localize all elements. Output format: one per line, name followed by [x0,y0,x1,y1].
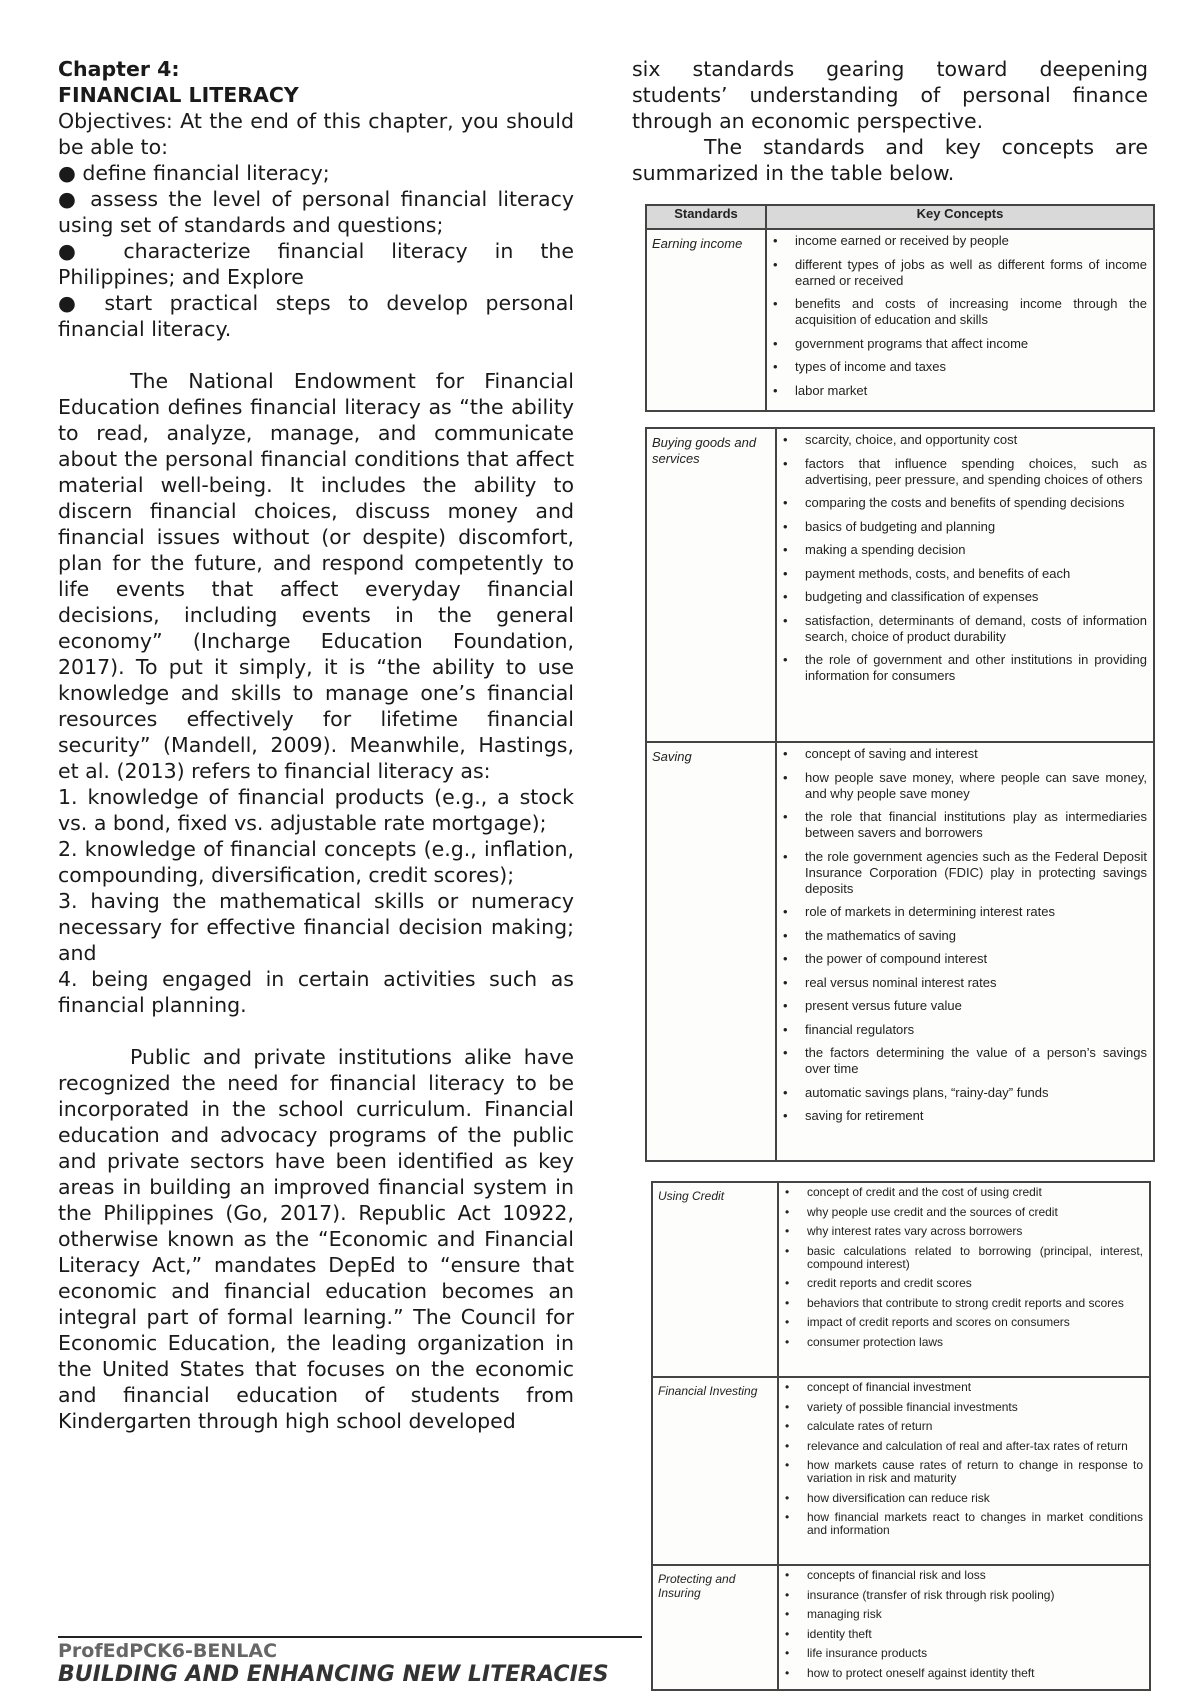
standard-using-credit: Using Credit [652,1182,778,1377]
key-concept-item: • government programs that affect income [795,336,1147,352]
key-concept-item: • why people use credit and the sources of credit [807,1206,1143,1219]
key-concept-item: • payment methods, costs, and benefits of each [805,566,1147,582]
key-concept-item: • consumer protection laws [807,1336,1143,1349]
key-concept-item: • the factors determining the value of a person’s savings over time [805,1045,1147,1077]
header-key-concepts: Key Concepts [766,205,1154,229]
left-column [58,56,574,1434]
standard-buying-goods: Buying goods and services [646,428,776,742]
right-column-text [632,56,1148,186]
objective-item: ● characterize financial literacy in the Philippines; and Explore [58,238,574,290]
key-concept-item: • calculate rates of return [807,1420,1143,1433]
key-concept-item: • how people save money, where people can save money, and why people save money [805,770,1147,802]
key-concept-item: • factors that influence spending choices, such as advertising, peer pressure, and spending choices of others [805,456,1147,488]
key-concept-item: • real versus nominal interest rates [805,975,1147,991]
objectives-intro: Objectives: At the end of this chapter, you should be able to: [58,109,574,159]
page-footer [58,1636,642,1687]
key-concept-item: • basics of budgeting and planning [805,519,1147,535]
key-concept-item: • scarcity, choice, and opportunity cost [805,432,1147,448]
key-concept-item: • concept of saving and interest [805,746,1147,762]
key-concept-item: • types of income and taxes [795,359,1147,375]
chapter-title: FINANCIAL LITERACY [58,83,299,107]
key-concept-item: • different types of jobs as well as different forms of income earned or received [795,257,1147,289]
key-concept-item: • the role that financial institutions play as intermediaries between savers and borrowers [805,809,1147,841]
key-concept-item: • income earned or received by people [795,233,1147,249]
key-concept-item: • saving for retirement [805,1108,1147,1124]
objective-item: ● start practical steps to develop personal financial literacy. [58,290,574,342]
list-item: 4. being engaged in certain activities such as financial planning. [58,967,574,1017]
standards-table-buying-saving [645,427,1155,1162]
key-concept-item: • benefits and costs of increasing income through the acquisition of education and skills [795,296,1147,328]
standard-protecting-insuring: Protecting and Insuring [652,1565,778,1690]
standards-table-credit-investing-insuring [651,1181,1151,1691]
key-concept-item: • concept of credit and the cost of using credit [807,1186,1143,1199]
key-concept-item: • behaviors that contribute to strong credit reports and scores [807,1297,1143,1310]
table-intro: The standards and key concepts are summarized in the table below. [632,135,1148,185]
chapter-label: Chapter 4: [58,57,180,81]
key-concept-item: • how financial markets react to changes in market conditions and information [807,1511,1143,1537]
standards-paragraph: six standards gearing toward deepening students’ understanding of personal finance through an economic perspective. [632,57,1148,133]
course-title: BUILDING AND ENHANCING NEW LITERACIES [58,1662,609,1687]
key-concept-item: • automatic savings plans, “rainy-day” funds [805,1085,1147,1101]
key-concept-item: • comparing the costs and benefits of spending decisions [805,495,1147,511]
key-concept-item: • variety of possible financial investments [807,1401,1143,1414]
concepts-cell [776,742,1154,1161]
standard-saving: Saving [646,742,776,1161]
key-concept-item: • labor market [795,383,1147,399]
concepts-cell [776,428,1154,742]
concepts-cell [778,1182,1150,1377]
key-concept-item: • satisfaction, determinants of demand, costs of information search, choice of product durability [805,613,1147,645]
key-concept-item: • how diversification can reduce risk [807,1492,1143,1505]
concepts-cell [766,229,1154,411]
institutions-paragraph: Public and private institutions alike have recognized the need for financial literacy to be incorporated in the school curriculum. Financial education and advocacy programs of the public and private sectors have been identified as key areas in building an improved financial system in the Philippines (Go, 2017). Republic Act 10922, otherwise known as the “Economic and Financial Literacy Act,” mandates DepEd to “ensure that economic and financial education becomes an integral part of formal learning.” The Council for Economic Education, the leading organization in the United States that focuses on the economic and financial education of students from Kindergarten through high school developed [58,1045,574,1433]
key-concept-item: • the power of compound interest [805,951,1147,967]
key-concept-item: • impact of credit reports and scores on consumers [807,1316,1143,1329]
key-concept-item: • the role of government and other institutions in providing information for consumers [805,652,1147,684]
key-concept-item: • the mathematics of saving [805,928,1147,944]
header-standards: Standards [646,205,766,229]
concepts-cell [778,1377,1150,1565]
key-concept-item: • how markets cause rates of return to change in response to variation in risk and maturity [807,1459,1143,1485]
key-concept-item: • life insurance products [807,1647,1143,1660]
key-concept-item: • financial regulators [805,1022,1147,1038]
concepts-cell [778,1565,1150,1690]
key-concept-item: • concept of financial investment [807,1381,1143,1394]
key-concept-item: • managing risk [807,1608,1143,1621]
key-concept-item: • present versus future value [805,998,1147,1014]
key-concept-item: • credit reports and credit scores [807,1277,1143,1290]
standard-earning-income: Earning income [646,229,766,411]
key-concept-item: • how to protect oneself against identity theft [807,1667,1143,1680]
standards-table-earning [645,204,1155,412]
key-concept-item: • making a spending decision [805,542,1147,558]
key-concept-item: • concepts of financial risk and loss [807,1569,1143,1582]
course-code: ProfEdPCK6-BENLAC [58,1640,278,1662]
list-item: 3. having the mathematical skills or numeracy necessary for effective financial decision making; and [58,889,574,965]
objective-item: ● assess the level of personal financial literacy using set of standards and questions; [58,186,574,238]
key-concept-item: • basic calculations related to borrowing (principal, interest, compound interest) [807,1245,1143,1271]
key-concept-item: • budgeting and classification of expenses [805,589,1147,605]
standard-financial-investing: Financial Investing [652,1377,778,1565]
list-item: 1. knowledge of financial products (e.g., a stock vs. a bond, fixed vs. adjustable rate mortgage); [58,785,574,835]
list-item: 2. knowledge of financial concepts (e.g., inflation, compounding, diversification, credit scores); [58,837,574,887]
key-concept-item: • why interest rates vary across borrowers [807,1225,1143,1238]
key-concept-item: • role of markets in determining interest rates [805,904,1147,920]
objective-item: ● define financial literacy; [58,160,574,186]
definition-paragraph: The National Endowment for Financial Education defines financial literacy as “the ability to read, analyze, manage, and communicate about the personal financial conditions that affect material well-being. It includes the ability to discern financial choices, discuss money and financial issues without (or despite) discomfort, plan for the future, and respond competently to life events that affect everyday financial decisions, including events in the general economy” (Incharge Education Foundation, 2017). To put it simply, it is “the ability to use knowledge and skills to manage one’s financial resources effectively for lifetime financial security” (Mandell, 2009). Meanwhile, Hastings, et al. (2013) refers to financial literacy as: [58,369,574,783]
key-concept-item: • identity theft [807,1628,1143,1641]
key-concept-item: • relevance and calculation of real and after-tax rates of return [807,1440,1143,1453]
key-concept-item: • insurance (transfer of risk through risk pooling) [807,1589,1143,1602]
key-concept-item: • the role government agencies such as the Federal Deposit Insurance Corporation (FDIC) play in protecting savings deposits [805,849,1147,897]
